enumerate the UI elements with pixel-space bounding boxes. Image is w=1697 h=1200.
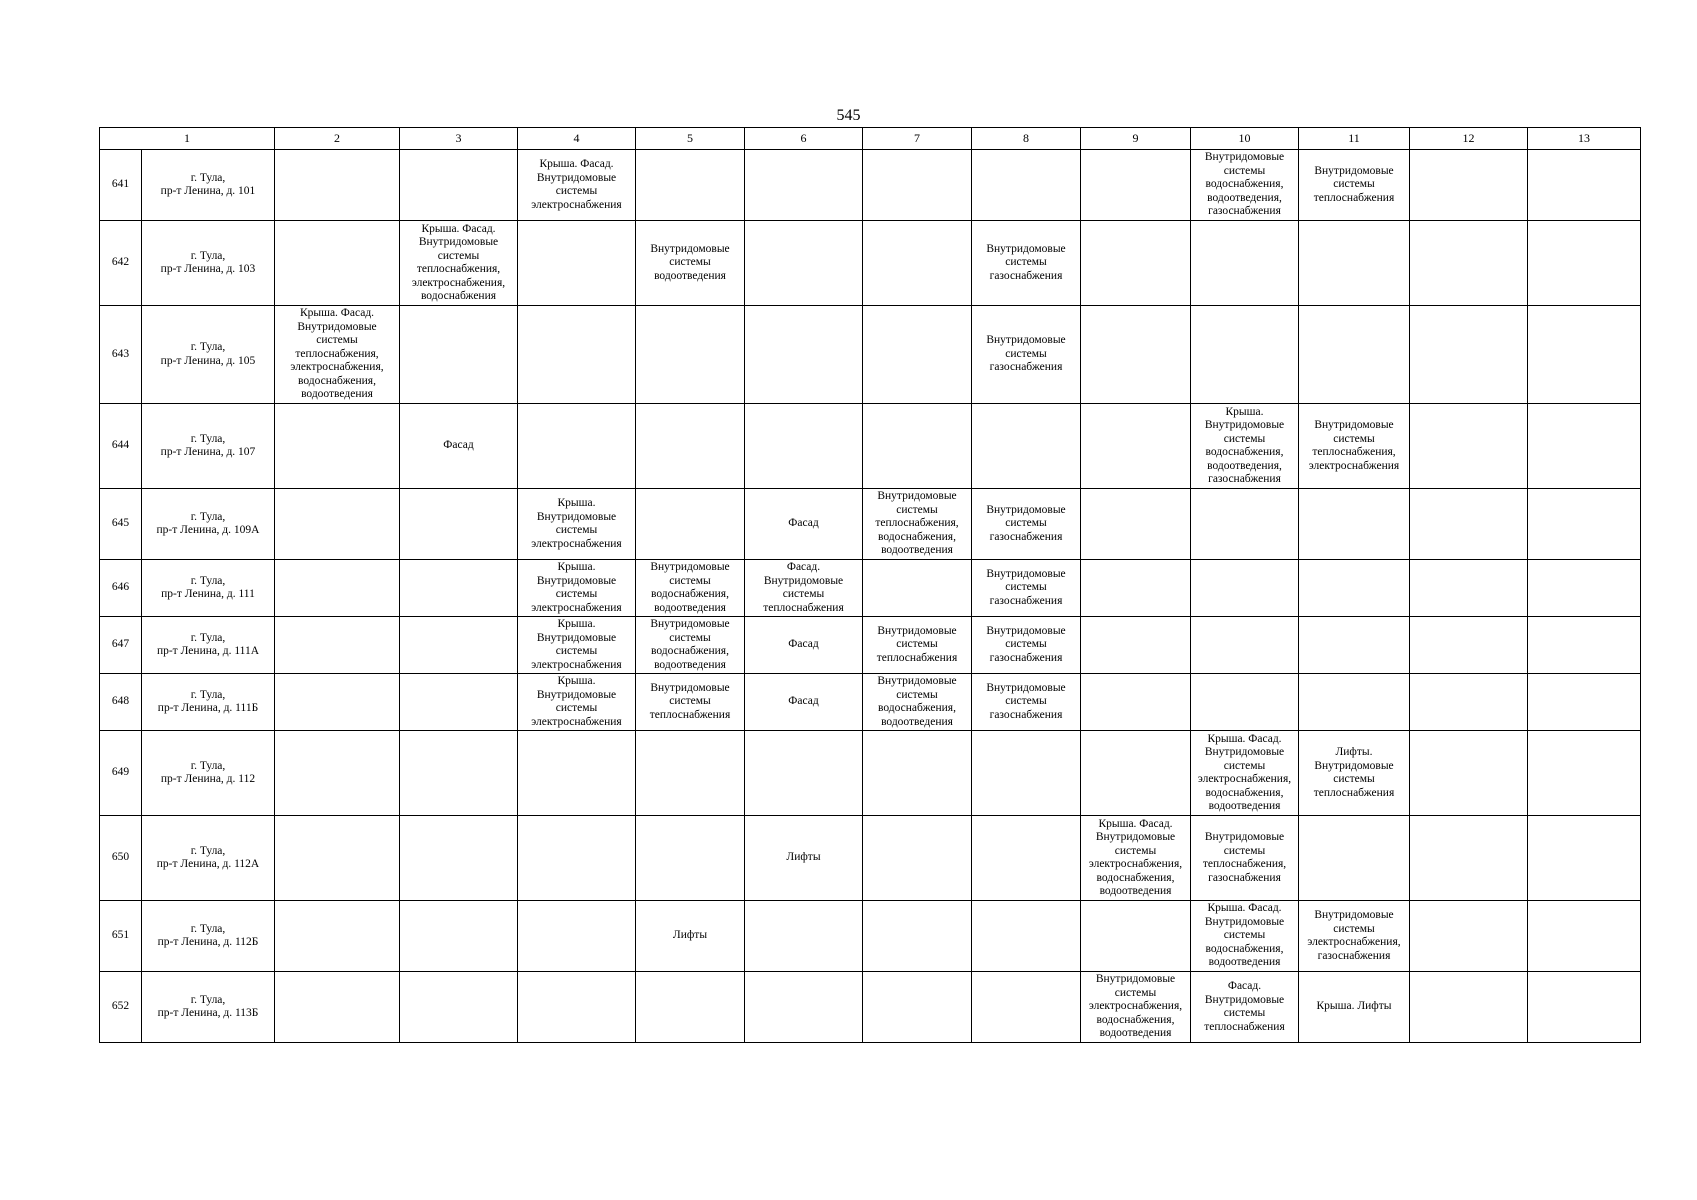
work-cell: Внутридомовые системы газоснабжения: [972, 674, 1081, 731]
column-header: 2: [275, 128, 400, 150]
work-cell: [1191, 674, 1299, 731]
work-cell: [1191, 560, 1299, 617]
address-street: пр-т Ленина, д. 113Б: [157, 1007, 259, 1019]
table-row: [100, 816, 1641, 901]
table-row: [100, 150, 1641, 221]
work-cell: [863, 731, 972, 816]
work-cell: [972, 150, 1081, 221]
work-cell: Внутридомовые системы водоснабжения, водоотведения: [636, 560, 745, 617]
work-cell: Внутридомовые системы теплоснабжения: [1299, 150, 1410, 221]
work-cell: [1528, 972, 1641, 1043]
address-street: пр-т Ленина, д. 111А: [156, 645, 260, 657]
work-cell: [400, 674, 518, 731]
address-city: г. Тула,: [190, 688, 226, 701]
work-cell: [745, 972, 863, 1043]
work-cell: [1528, 674, 1641, 731]
work-cell: [518, 816, 636, 901]
work-cell: [745, 731, 863, 816]
work-cell: [400, 731, 518, 816]
work-cell: [1528, 901, 1641, 972]
row-number: 642: [100, 221, 142, 306]
address-cell: [142, 816, 275, 901]
work-cell: [972, 972, 1081, 1043]
work-cell: [745, 306, 863, 404]
work-cell: [745, 221, 863, 306]
address-cell: [142, 731, 275, 816]
row-number: 645: [100, 489, 142, 560]
address-city: г. Тула,: [190, 844, 226, 857]
work-cell: [1299, 560, 1410, 617]
work-cell: Крыша. Фасад. Внутридомовые системы электроснабжения, водоснабжения, водоотведения: [1081, 816, 1191, 901]
work-cell: [1528, 489, 1641, 560]
work-cell: [1191, 617, 1299, 674]
work-cell: [1081, 404, 1191, 489]
row-number: 651: [100, 901, 142, 972]
work-cell: [275, 816, 400, 901]
work-cell: [275, 674, 400, 731]
table-row: [100, 489, 1641, 560]
work-cell: [275, 404, 400, 489]
work-cell: [1528, 617, 1641, 674]
work-cell: [275, 731, 400, 816]
work-cell: [400, 150, 518, 221]
work-cell: [863, 901, 972, 972]
work-cell: Крыша. Фасад. Внутридомовые системы электроснабжения, водоснабжения, водоотведения: [1191, 731, 1299, 816]
work-cell: Внутридомовые системы водоснабжения, водоотведения: [636, 617, 745, 674]
work-cell: Крыша. Внутридомовые системы водоснабжения, водоотведения, газоснабжения: [1191, 404, 1299, 489]
work-cell: [1081, 306, 1191, 404]
work-cell: [636, 816, 745, 901]
work-cell: [1410, 404, 1528, 489]
work-cell: [275, 560, 400, 617]
work-cell: Крыша. Фасад. Внутридомовые системы водоснабжения, водоотведения: [1191, 901, 1299, 972]
work-cell: [1410, 221, 1528, 306]
address-cell: [142, 150, 275, 221]
work-cell: [1299, 674, 1410, 731]
address-city: г. Тула,: [190, 574, 226, 587]
address-street: пр-т Ленина, д. 103: [160, 263, 256, 275]
work-cell: [400, 972, 518, 1043]
work-cell: [1081, 221, 1191, 306]
work-cell: [1410, 489, 1528, 560]
work-cell: Крыша. Лифты: [1299, 972, 1410, 1043]
address-cell: [142, 617, 275, 674]
work-cell: Внутридомовые системы водоснабжения, водоотведения: [863, 674, 972, 731]
work-cell: [1081, 489, 1191, 560]
address-street: пр-т Ленина, д. 105: [160, 354, 256, 367]
work-cell: [863, 404, 972, 489]
column-header: 13: [1528, 128, 1641, 150]
work-cell: Внутридомовые системы газоснабжения: [972, 221, 1081, 306]
column-header: 6: [745, 128, 863, 150]
work-cell: [636, 972, 745, 1043]
work-cell: [636, 404, 745, 489]
work-cell: [972, 816, 1081, 901]
address-cell: [142, 901, 275, 972]
work-cell: Крыша. Фасад. Внутридомовые системы теплоснабжения, электроснабжения, водоснабжения: [400, 221, 518, 306]
address-city: г. Тула,: [190, 759, 226, 772]
work-cell: [1410, 901, 1528, 972]
work-cell: [1081, 150, 1191, 221]
work-cell: Фасад. Внутридомовые системы теплоснабжения: [1191, 972, 1299, 1043]
work-cell: Внутридомовые системы теплоснабжения, газоснабжения: [1191, 816, 1299, 901]
work-cell: [863, 150, 972, 221]
work-cell: [972, 901, 1081, 972]
work-cell: Внутридомовые системы газоснабжения: [972, 617, 1081, 674]
table-row: [100, 617, 1641, 674]
address-cell: [142, 404, 275, 489]
row-number: 649: [100, 731, 142, 816]
address-street: пр-т Ленина, д. 112Б: [157, 936, 259, 948]
work-cell: [1081, 560, 1191, 617]
work-cell: Фасад. Внутридомовые системы теплоснабжения: [745, 560, 863, 617]
address-street: пр-т Ленина, д. 112А: [156, 858, 260, 870]
column-header: 1: [100, 128, 275, 150]
work-cell: Крыша. Внутридомовые системы электроснабжения: [518, 674, 636, 731]
work-cell: [1299, 489, 1410, 560]
address-cell: [142, 489, 275, 560]
row-number: 643: [100, 306, 142, 404]
page-number: 545: [836, 107, 861, 124]
row-number: 652: [100, 972, 142, 1043]
work-cell: Внутридомовые системы водоснабжения, водоотведения, газоснабжения: [1191, 150, 1299, 221]
address-cell: [142, 972, 275, 1043]
address-street: пр-т Ленина, д. 111Б: [157, 702, 259, 714]
work-cell: [1410, 972, 1528, 1043]
work-cell: Внутридомовые системы газоснабжения: [972, 560, 1081, 617]
work-cell: Внутридомовые системы теплоснабжения: [636, 674, 745, 731]
column-header: 4: [518, 128, 636, 150]
table-row: [100, 404, 1641, 489]
work-cell: Внутридомовые системы теплоснабжения: [863, 617, 972, 674]
work-cell: [1081, 731, 1191, 816]
work-cell: [1528, 731, 1641, 816]
work-cell: [636, 489, 745, 560]
table-row: [100, 972, 1641, 1043]
work-cell: [275, 221, 400, 306]
work-cell: [863, 560, 972, 617]
work-cell: [400, 306, 518, 404]
work-cell: [636, 306, 745, 404]
address-cell: [142, 306, 275, 404]
work-cell: Крыша. Внутридомовые системы электроснабжения: [518, 489, 636, 560]
work-cell: [1191, 221, 1299, 306]
work-cell: [518, 731, 636, 816]
work-cell: [400, 489, 518, 560]
work-cell: Лифты. Внутридомовые системы теплоснабжения: [1299, 731, 1410, 816]
column-header: 3: [400, 128, 518, 150]
address-city: г. Тула,: [190, 993, 226, 1006]
work-cell: Крыша. Внутридомовые системы электроснабжения: [518, 617, 636, 674]
address-cell: [142, 560, 275, 617]
work-cell: Внутридомовые системы электроснабжения, газоснабжения: [1299, 901, 1410, 972]
work-cell: Лифты: [636, 901, 745, 972]
work-cell: Внутридомовые системы газоснабжения: [972, 489, 1081, 560]
table-row: [100, 901, 1641, 972]
column-header: 10: [1191, 128, 1299, 150]
work-cell: Лифты: [745, 816, 863, 901]
work-cell: [518, 404, 636, 489]
work-cell: [1528, 306, 1641, 404]
address-street: пр-т Ленина, д. 107: [160, 446, 256, 458]
column-header: 9: [1081, 128, 1191, 150]
repair-schedule-table: [99, 127, 1641, 1043]
work-cell: [863, 816, 972, 901]
work-cell: [1410, 816, 1528, 901]
work-cell: Внутридомовые системы теплоснабжения, электроснабжения: [1299, 404, 1410, 489]
work-cell: Внутридомовые системы газоснабжения: [972, 306, 1081, 404]
header-row: [100, 128, 1641, 150]
work-cell: Фасад: [745, 489, 863, 560]
address-cell: [142, 221, 275, 306]
work-cell: [275, 489, 400, 560]
work-cell: [1191, 306, 1299, 404]
row-number: 648: [100, 674, 142, 731]
work-cell: Фасад: [745, 617, 863, 674]
address-street: пр-т Ленина, д. 109А: [156, 524, 260, 536]
work-cell: [400, 560, 518, 617]
work-cell: [1410, 150, 1528, 221]
table-row: [100, 306, 1641, 404]
work-cell: Фасад: [400, 404, 518, 489]
row-number: 646: [100, 560, 142, 617]
work-cell: [400, 617, 518, 674]
work-cell: [275, 972, 400, 1043]
work-cell: [518, 221, 636, 306]
work-cell: Крыша. Внутридомовые системы электроснабжения: [518, 560, 636, 617]
work-cell: [1081, 901, 1191, 972]
work-cell: Фасад: [745, 674, 863, 731]
work-cell: [863, 306, 972, 404]
work-cell: [1299, 617, 1410, 674]
work-cell: [972, 731, 1081, 816]
row-number: 641: [100, 150, 142, 221]
work-cell: [1299, 306, 1410, 404]
column-header: 11: [1299, 128, 1410, 150]
work-cell: [1410, 560, 1528, 617]
work-cell: [1528, 150, 1641, 221]
work-cell: [1528, 560, 1641, 617]
work-cell: [1528, 404, 1641, 489]
table-row: [100, 560, 1641, 617]
work-cell: [1410, 306, 1528, 404]
table-row: [100, 674, 1641, 731]
work-cell: [1410, 674, 1528, 731]
work-cell: [1528, 816, 1641, 901]
work-cell: [1299, 221, 1410, 306]
address-city: г. Тула,: [190, 249, 226, 262]
row-number: 644: [100, 404, 142, 489]
work-cell: [1410, 617, 1528, 674]
table-row: [100, 731, 1641, 816]
work-cell: [1410, 731, 1528, 816]
work-cell: [972, 404, 1081, 489]
address-city: г. Тула,: [190, 922, 226, 935]
work-cell: Крыша. Фасад. Внутридомовые системы теплоснабжения, электроснабжения, водоснабжения, водоотведения: [275, 306, 400, 404]
address-city: г. Тула,: [190, 341, 226, 353]
work-cell: [863, 221, 972, 306]
work-cell: Внутридомовые системы теплоснабжения, водоснабжения, водоотведения: [863, 489, 972, 560]
address-cell: [142, 674, 275, 731]
work-cell: [745, 404, 863, 489]
work-cell: [275, 617, 400, 674]
column-header: 8: [972, 128, 1081, 150]
work-cell: Внутридомовые системы водоотведения: [636, 221, 745, 306]
table-row: [100, 221, 1641, 306]
work-cell: [863, 972, 972, 1043]
address-street: пр-т Ленина, д. 111: [161, 588, 255, 600]
work-cell: [275, 150, 400, 221]
row-number: 647: [100, 617, 142, 674]
address-street: пр-т Ленина, д. 112: [160, 773, 256, 785]
work-cell: [518, 306, 636, 404]
work-cell: [745, 150, 863, 221]
address-city: г. Тула,: [190, 510, 226, 523]
work-cell: Крыша. Фасад. Внутридомовые системы электроснабжения: [518, 150, 636, 221]
address-city: г. Тула,: [190, 171, 226, 184]
work-cell: [518, 901, 636, 972]
work-cell: [1299, 816, 1410, 901]
address-city: г. Тула,: [190, 631, 226, 644]
column-header: 12: [1410, 128, 1528, 150]
work-cell: [400, 816, 518, 901]
work-cell: [1528, 221, 1641, 306]
work-cell: [636, 731, 745, 816]
work-cell: [400, 901, 518, 972]
address-street: пр-т Ленина, д. 101: [160, 185, 256, 197]
work-cell: Внутридомовые системы электроснабжения, водоснабжения, водоотведения: [1081, 972, 1191, 1043]
work-cell: [1191, 489, 1299, 560]
work-cell: [636, 150, 745, 221]
work-cell: [518, 972, 636, 1043]
address-city: г. Тула,: [190, 432, 226, 445]
row-number: 650: [100, 816, 142, 901]
work-cell: [275, 901, 400, 972]
table-body: [100, 150, 1641, 1043]
work-cell: [1081, 617, 1191, 674]
column-header: 5: [636, 128, 745, 150]
column-header: 7: [863, 128, 972, 150]
work-cell: [745, 901, 863, 972]
work-cell: [1081, 674, 1191, 731]
